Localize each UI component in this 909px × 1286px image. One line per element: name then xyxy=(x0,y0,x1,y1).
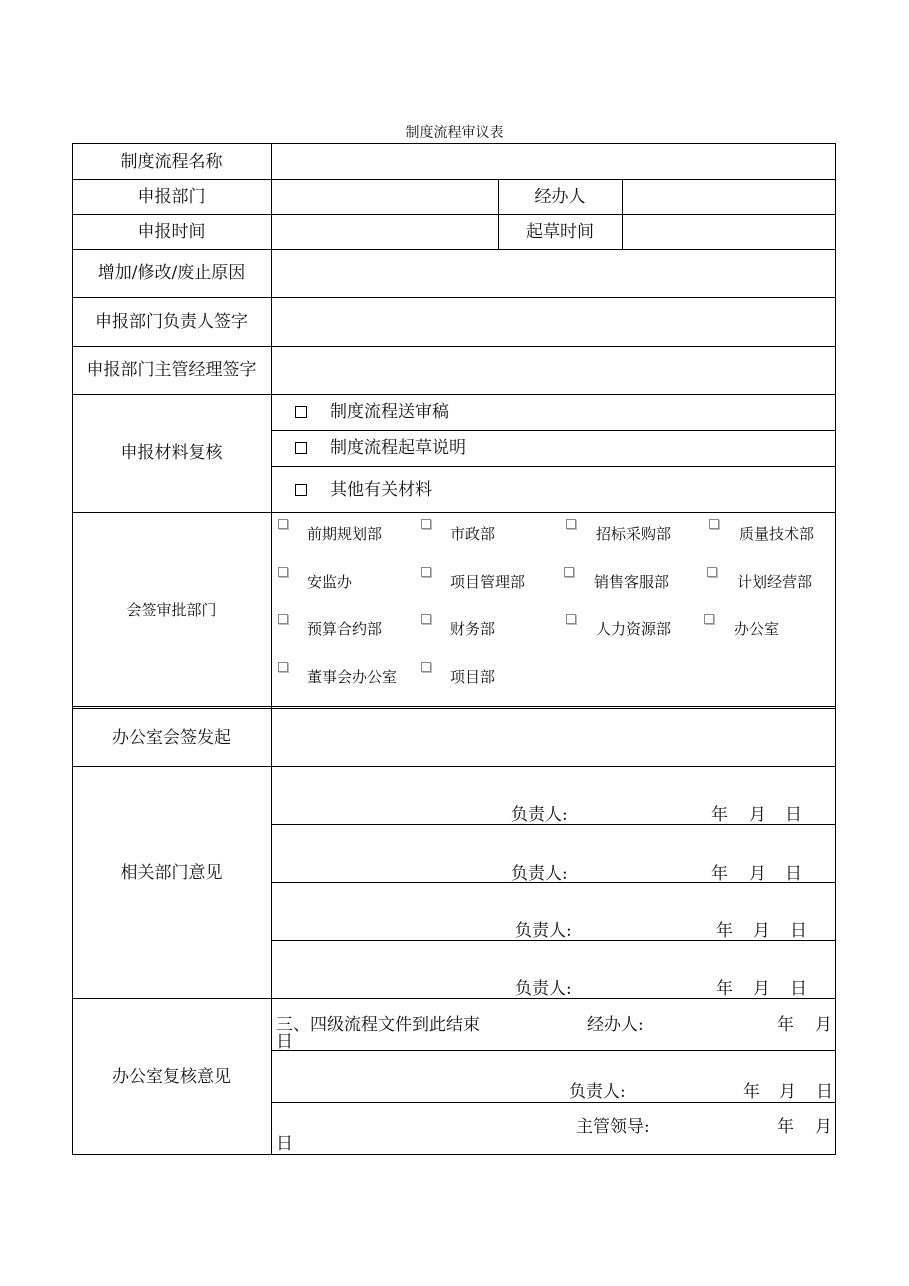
date-year: 年 xyxy=(777,1015,794,1035)
date-year: 年 xyxy=(711,864,728,884)
date-day: 日 xyxy=(785,805,802,825)
date-day: 日 xyxy=(276,1032,293,1052)
dept-option: 预算合约部 xyxy=(307,620,383,638)
dept-checkbox[interactable] xyxy=(421,662,431,672)
label-dept-head-sign: 申报部门负责人签字 xyxy=(95,312,248,332)
responsible-label: 负责人: xyxy=(515,921,572,941)
material-item: 制度流程起草说明 xyxy=(330,438,466,458)
dept-checkbox[interactable] xyxy=(709,519,719,529)
dept-checkbox[interactable] xyxy=(564,567,574,577)
label-dept: 申报部门 xyxy=(137,187,206,207)
material-item: 其他有关材料 xyxy=(330,480,432,500)
office-responsible-label: 负责人: xyxy=(569,1082,626,1102)
dept-option: 办公室 xyxy=(734,620,780,638)
dept-checkbox[interactable] xyxy=(278,614,288,624)
responsible-label: 负责人: xyxy=(511,864,568,884)
dept-option: 安监办 xyxy=(307,573,353,591)
dept-checkbox[interactable] xyxy=(421,567,431,577)
label-process-name: 制度流程名称 xyxy=(120,152,223,172)
label-material-review: 申报材料复核 xyxy=(120,443,223,463)
date-day: 日 xyxy=(790,921,807,941)
dept-option: 财务部 xyxy=(450,620,496,638)
date-month: 月 xyxy=(815,1117,832,1137)
date-day: 日 xyxy=(276,1134,293,1154)
date-month: 月 xyxy=(749,864,766,884)
dept-option: 董事会办公室 xyxy=(307,668,398,686)
date-month: 月 xyxy=(753,921,770,941)
material-checkbox[interactable] xyxy=(295,442,307,454)
process-end-note: 三、四级流程文件到此结束 xyxy=(276,1015,480,1035)
date-year: 年 xyxy=(711,805,728,825)
dept-option: 前期规划部 xyxy=(307,525,383,543)
responsible-label: 负责人: xyxy=(515,979,572,999)
dept-option: 销售客服部 xyxy=(594,573,670,591)
form-title: 制度流程审议表 xyxy=(405,125,504,141)
dept-checkbox[interactable] xyxy=(421,614,431,624)
dept-option: 招标采购部 xyxy=(596,525,672,543)
date-year: 年 xyxy=(716,979,733,999)
label-related-opinion: 相关部门意见 xyxy=(120,863,223,883)
date-day: 日 xyxy=(816,1082,833,1102)
date-day: 日 xyxy=(785,864,802,884)
label-manager-sign: 申报部门主管经理签字 xyxy=(86,360,257,380)
dept-checkbox[interactable] xyxy=(421,519,431,529)
label-apply-time: 申报时间 xyxy=(137,222,206,242)
dept-option: 人力资源部 xyxy=(596,620,672,638)
label-reason: 增加/修改/废止原因 xyxy=(97,263,246,283)
date-year: 年 xyxy=(716,921,733,941)
label-office-initiate: 办公室会签发起 xyxy=(112,728,231,748)
dept-option: 计划经营部 xyxy=(737,573,813,591)
dept-checkbox[interactable] xyxy=(707,567,717,577)
dept-checkbox[interactable] xyxy=(704,614,714,624)
date-month: 月 xyxy=(779,1082,796,1102)
office-handler-label: 经办人: xyxy=(587,1015,644,1035)
date-month: 月 xyxy=(753,979,770,999)
review-form-table xyxy=(72,143,836,1155)
dept-checkbox[interactable] xyxy=(566,614,576,624)
label-office-review: 办公室复核意见 xyxy=(112,1067,231,1087)
label-countersign-depts: 会签审批部门 xyxy=(126,601,217,619)
label-handler: 经办人 xyxy=(534,187,586,207)
dept-option: 质量技术部 xyxy=(739,525,815,543)
material-item: 制度流程送审稿 xyxy=(330,402,449,422)
dept-checkbox[interactable] xyxy=(278,662,288,672)
dept-checkbox[interactable] xyxy=(278,567,288,577)
office-leader-label: 主管领导: xyxy=(576,1117,650,1137)
dept-checkbox[interactable] xyxy=(566,519,576,529)
material-checkbox[interactable] xyxy=(295,484,307,496)
label-draft-time: 起草时间 xyxy=(526,222,594,242)
date-month: 月 xyxy=(749,805,766,825)
material-checkbox[interactable] xyxy=(295,406,307,418)
dept-option: 项目管理部 xyxy=(450,573,526,591)
dept-checkbox[interactable] xyxy=(278,519,288,529)
responsible-label: 负责人: xyxy=(511,805,568,825)
dept-option: 市政部 xyxy=(450,525,496,543)
dept-option: 项目部 xyxy=(450,668,496,686)
date-day: 日 xyxy=(790,979,807,999)
date-year: 年 xyxy=(743,1082,760,1102)
date-year: 年 xyxy=(777,1117,794,1137)
date-month: 月 xyxy=(815,1015,832,1035)
